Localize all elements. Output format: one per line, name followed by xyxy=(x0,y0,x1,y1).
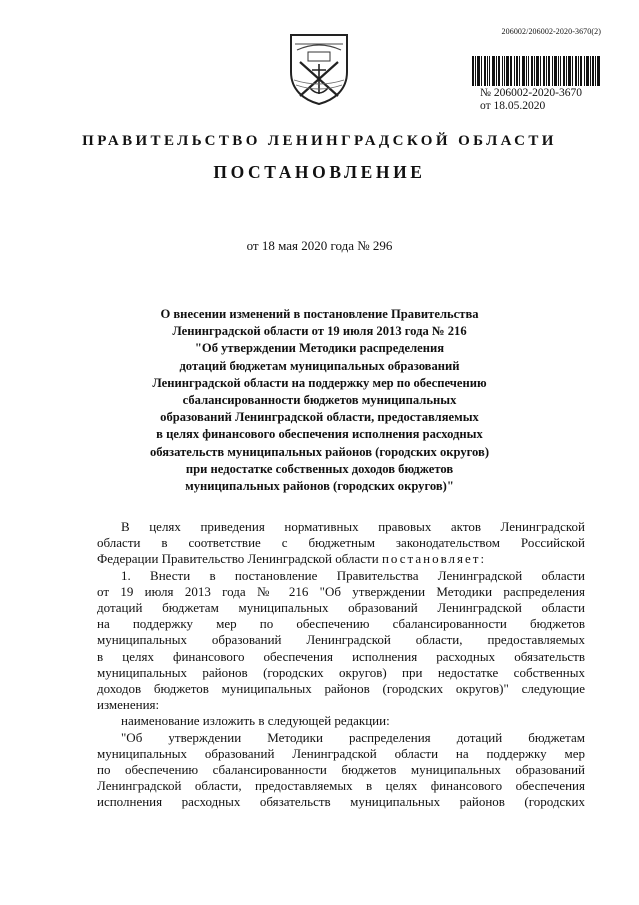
body-line: доходов бюджетов муниципальных районов (городских округов)" следующие xyxy=(97,681,585,697)
body-line: 1. Внести в постановление Правительства Ленинградской области xyxy=(121,567,585,583)
registration-date: от 18.05.2020 xyxy=(480,100,546,112)
subject-line: сбалансированности бюджетов муниципальных xyxy=(182,393,457,408)
subject-line: "Об утверждении Методики распределения xyxy=(194,341,445,356)
subject-line: дотаций бюджетам муниципальных образований xyxy=(179,358,460,373)
body-line: от 19 июля 2013 года № 216 "Об утверждении Методики распределения xyxy=(97,583,585,599)
body-line: дотаций бюджетам муниципальных образований Ленинградской области xyxy=(97,600,585,616)
body-line: Ленинградской области, предоставляемых в целях финансового обеспечения xyxy=(97,778,585,794)
body-line: наименование изложить в следующей редакции: xyxy=(121,713,390,729)
body-line: области в соответствие с бюджетным законодательством Российской xyxy=(97,535,585,551)
subject-line: Ленинградской области от 19 июля 2013 года № 216 xyxy=(172,324,467,339)
document-code: 206002/206002-2020-3670(2) xyxy=(501,27,601,36)
body-line: изменения: xyxy=(97,697,160,713)
registration-number: № 206002-2020-3670 xyxy=(480,87,583,99)
document-date-number: от 18 мая 2020 года № 296 xyxy=(246,238,393,253)
document-type-heading: ПОСТАНОВЛЕНИЕ xyxy=(213,162,426,182)
subject-line: обязательств муниципальных районов (городских округов) xyxy=(149,444,490,459)
body-line: В целях приведения нормативных правовых актов Ленинградской xyxy=(121,519,585,534)
body-line: муниципальных образований Ленинградской области на поддержку мер xyxy=(97,745,585,761)
subject-line: Ленинградской области на поддержку мер по обеспечению xyxy=(152,375,487,390)
document-body xyxy=(97,519,585,811)
body-line: в целях финансового обеспечения исполнения расходных обязательств xyxy=(97,648,585,664)
subject-line: при недостатке собственных доходов бюджетов xyxy=(185,461,454,476)
body-line: "Об утверждении Методики распределения дотаций бюджетам xyxy=(121,729,585,745)
organization-title: ПРАВИТЕЛЬСТВО ЛЕНИНГРАДСКОЙ ОБЛАСТИ xyxy=(82,133,557,149)
body-line xyxy=(97,551,585,567)
subject-line: О внесении изменений в постановление Правительства xyxy=(160,307,479,321)
subject-line: в целях финансового обеспечения исполнения расходных xyxy=(156,427,483,442)
subject-line: образований Ленинградской области, предоставляемых xyxy=(160,410,479,425)
body-line: муниципальных районов (городских округов) при недостатке собственных xyxy=(97,664,585,680)
body-text-run: Федерации Правительство Ленинградской области xyxy=(97,551,379,567)
document-subject xyxy=(0,306,639,495)
resolution-verb: постановляет: xyxy=(381,551,487,567)
barcode xyxy=(472,56,600,86)
body-line: исполнения расходных обязательств муниципальных районов (городских xyxy=(97,794,585,810)
coat-of-arms-icon xyxy=(288,32,350,106)
subject-line: муниципальных районов (городских округов)" xyxy=(185,479,454,494)
body-line: на поддержку мер по обеспечению сбалансированности бюджетов xyxy=(97,616,585,632)
body-line: муниципальных образований Ленинградской области, предоставляемых xyxy=(97,632,585,648)
body-line: по обеспечению сбалансированности бюджетов муниципальных образований xyxy=(97,762,585,778)
